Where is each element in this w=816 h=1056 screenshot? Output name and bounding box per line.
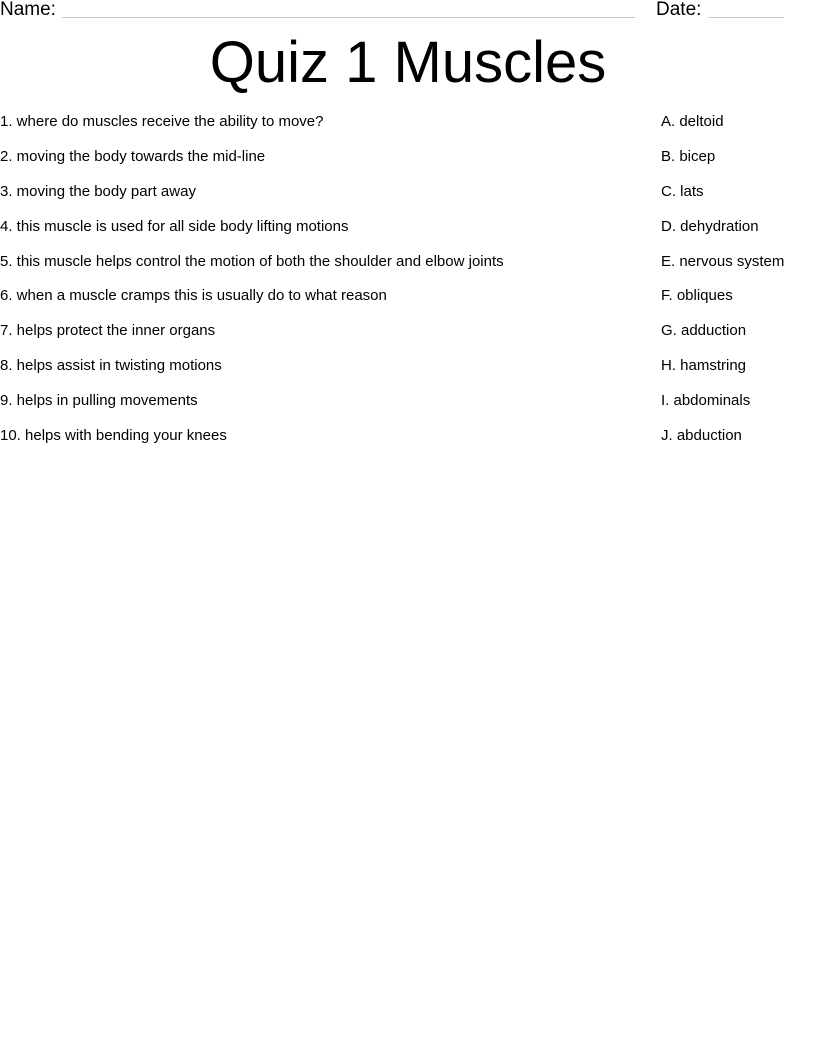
question-item: 7. helps protect the inner organs [0,322,216,340]
answer-item: D. dehydration [661,217,759,235]
date-label: Date: [656,0,702,20]
name-label: Name: [0,0,56,20]
question-item: 5. this muscle helps control the motion of both the shoulder and elbow joints [0,252,504,270]
answer-item: G. adduction [661,322,747,340]
question-item: 9. helps in pulling movements [0,392,198,410]
question-item: 6. when a muscle cramps this is usually do to what reason [0,287,387,305]
answer-item: I. abdominals [661,392,751,410]
answer-item: H. hamstring [661,357,747,375]
answer-item: F. obliques [661,287,733,305]
question-item: 4. this muscle is used for all side body lifting motions [0,217,349,235]
answer-item: J. abduction [661,427,742,445]
answer-list [661,112,816,461]
answer-item: C. lats [661,182,704,200]
question-item: 8. helps assist in twisting motions [0,357,222,375]
question-item: 3. moving the body part away [0,182,196,200]
name-field[interactable] [62,17,635,18]
question-list [0,112,640,461]
date-field[interactable] [708,17,784,18]
page-title: Quiz 1 Muscles [209,30,607,95]
question-item: 10. helps with bending your knees [0,427,227,445]
answer-item: B. bicep [661,147,716,165]
question-item: 1. where do muscles receive the ability to move? [0,113,324,130]
answer-item: A. deltoid [661,113,724,130]
answer-item: E. nervous system [661,252,785,270]
header-row [0,0,816,24]
question-item: 2. moving the body towards the mid-line [0,147,266,165]
